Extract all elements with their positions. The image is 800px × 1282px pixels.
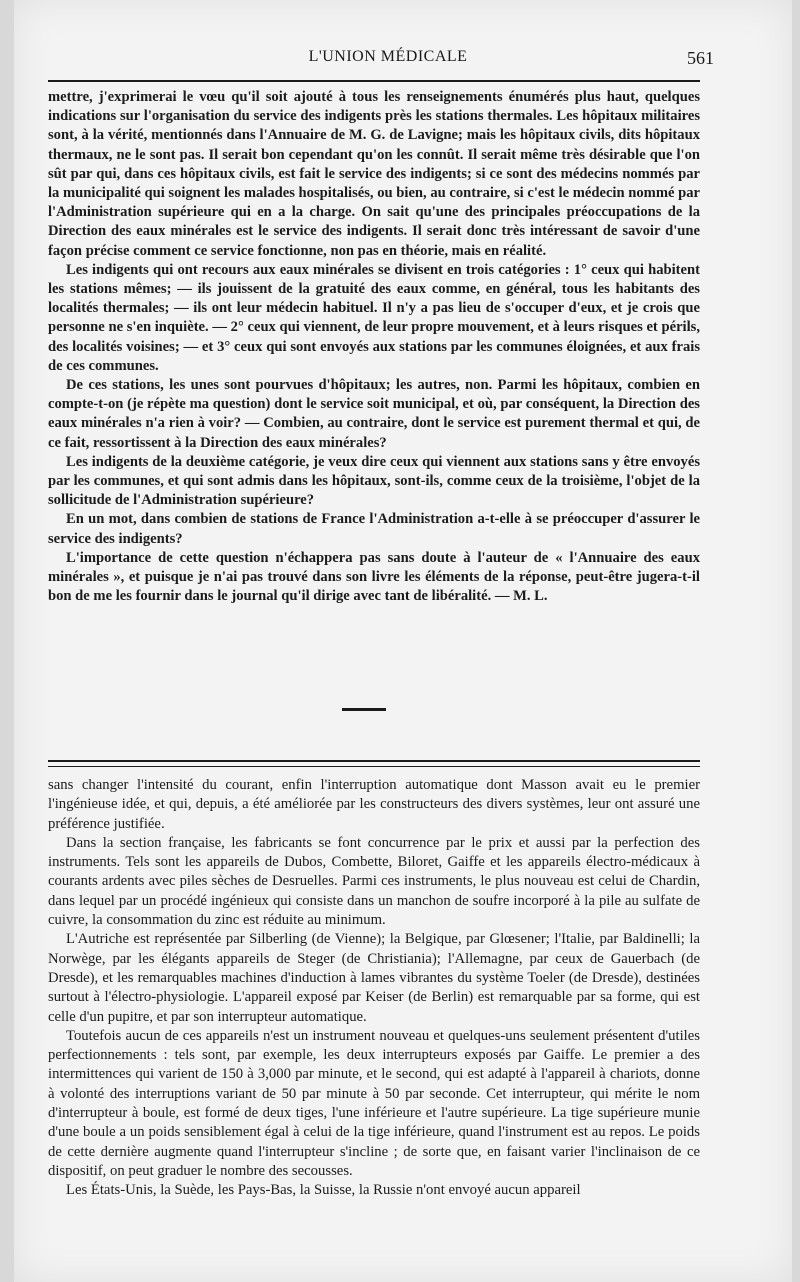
feuilleton-rule-top xyxy=(48,760,700,762)
feuilleton-text xyxy=(48,776,700,1201)
letter-paragraph: Les indigents de la deuxième catégorie, je veux dire ceux qui viennent aux stations sans y être envoyés par les communes, et qui sont admis dans les hôpitaux, sont-ils, comme ceux de la troisième, l'objet de la sollicitude de l'Administration supérieure? xyxy=(48,453,700,509)
page-number: 561 xyxy=(687,48,714,68)
running-head xyxy=(62,48,714,74)
header-rule xyxy=(48,80,700,82)
feuilleton-paragraph: Toutefois aucun de ces appareils n'est un instrument nouveau et quelques-uns seulement présentent d'utiles perfectionnements : tels sont, par exemple, les deux interrupteurs exposés par Gaiffe. Le premier a des intermittences qui varient de 150 à 3,000 par minute, et le second, qui est adapté à l'appareil à chariots, donne à volonté des interruptions variant de 50 par minute à 50 par seconde. Cet interrupteur, qui mérite le nom d'interrupteur à boule, est formé de deux tiges, l'une inférieure et l'autre supérieure. La tige supérieure munie d'une boule a un poids sensiblement égal à celui de la tige inférieure, quand l'instrument est au repos. Le poids de cette dernière augmente quand l'interrupteur s'incline ; de sorte que, en faisant varier l'inclinaison de ce dispositif, on peut graduer le nombre des secousses. xyxy=(48,1027,700,1179)
letter-paragraph: mettre, j'exprimerai le vœu qu'il soit ajouté à tous les renseignements énumérés plus haut, quelques indications sur l'organisation du service des indigents près les stations thermales. Les hôpitaux militaires sont, à la vérité, mentionnés dans l'Annuaire de M. G. de Lavigne; mais les hôpitaux civils, dits hôpitaux thermaux, ne le sont pas. Il serait bon cependant qu'on les connût. Il serait même très désirable que l'on sût par qui, dans ces hôpitaux civils, est fait le service des indigents; si ce sont des médecins nommés par la municipalité qui soignent les malades hospitalisés, ou bien, au contraire, si c'est le médecin nommé par l'Administration supérieure qui en a la charge. On sait qu'une des principales préoccupations de la Direction des eaux minérales est le service des indigents. Il serait donc très intéressant de savoir d'une façon précise comment ce service fonctionne, non pas en théorie, mais en réalité. xyxy=(48,89,700,259)
letter-paragraph: En un mot, dans combien de stations de France l'Administration a-t-elle à se préoccuper d'assurer le service des indigents? xyxy=(48,511,700,547)
letter-paragraph: De ces stations, les unes sont pourvues d'hôpitaux; les autres, non. Parmi les hôpitaux, combien en compte-t-on (je répète ma question) dont le service soit municipal, et où, par conséquent, la Direction des eaux minérales n'a rien à voir? — Combien, au contraire, dont le service est purement thermal et qui, de ce fait, ressortissent à la Direction des eaux minérales? xyxy=(48,377,700,451)
letter-text xyxy=(48,88,700,606)
feuilleton-paragraph: L'Autriche est représentée par Silberling (de Vienne); la Belgique, par Glœsener; l'Italie, par Baldinelli; la Norwège, par les élégants appareils de Steger (de Christiania); l'Allemagne, par ceux de Gauerbach (de Dresde), et les remarquables machines d'induction à lames vibrantes du système Toeler (de Dresde), destinées surtout à l'électro-physiologie. L'appareil exposé par Keiser (de Berlin) est remarquable par sa forme, qui est celle d'un pupitre, et par son interrupteur automatique. xyxy=(48,931,700,1025)
feuilleton-rule-bottom xyxy=(48,766,700,767)
feuilleton-paragraph: Dans la section française, les fabricants se font concurrence par le prix et aussi par la perfection des instruments. Tels sont les appareils de Dubos, Combette, Biloret, Gaiffe et les appareils électro-médicaux à courants ardents avec piles sèches de Desruelles. Parmi ces instruments, le plus nouveau est celui de Chardin, dans lequel par un procédé ingénieux qui consiste dans un manchon de soufre incorporé à la pile au sulfate de cuivre, la consommation du zinc est réduite au minimum. xyxy=(48,834,700,929)
section-separator xyxy=(342,708,386,711)
feuilleton-paragraph: Les États-Unis, la Suède, les Pays-Bas, la Suisse, la Russie n'ont envoyé aucun appareil xyxy=(66,1182,581,1199)
feuilleton-paragraph: sans changer l'intensité du courant, enfin l'interruption automatique dont Masson avait eu le premier l'ingénieuse idée, et qui, depuis, a été améliorée par les constructeurs des divers systèmes, leur ont assuré une préférence justifiée. xyxy=(48,777,700,832)
letter-paragraph: L'importance de cette question n'échappera pas sans doute à l'auteur de « l'Annuaire des eaux minérales », et puisque je n'ai pas trouvé dans son livre les éléments de la réponse, peut-être jugera-t-il bon de me les fournir dans le journal qu'il dirige avec tant de libéralité. — M. L. xyxy=(48,549,700,605)
letter-paragraph: Les indigents qui ont recours aux eaux minérales se divisent en trois catégories : 1° ceux qui habitent les stations mêmes; — ils jouissent de la gratuité des eaux comme, en général, tous les habitants des localités thermales; — ils ont leur médecin habituel. Il n'y a pas lieu de s'occuper d'eux, et je crois que personne ne s'en inquiète. — 2° ceux qui viennent, de leur propre mouvement, et à leurs risques et périls, des localités voisines; — et 3° ceux qui sont envoyés aux stations par les communes éloignées, et aux frais de ces communes. xyxy=(48,261,700,374)
journal-title: L'UNION MÉDICALE xyxy=(308,48,468,65)
